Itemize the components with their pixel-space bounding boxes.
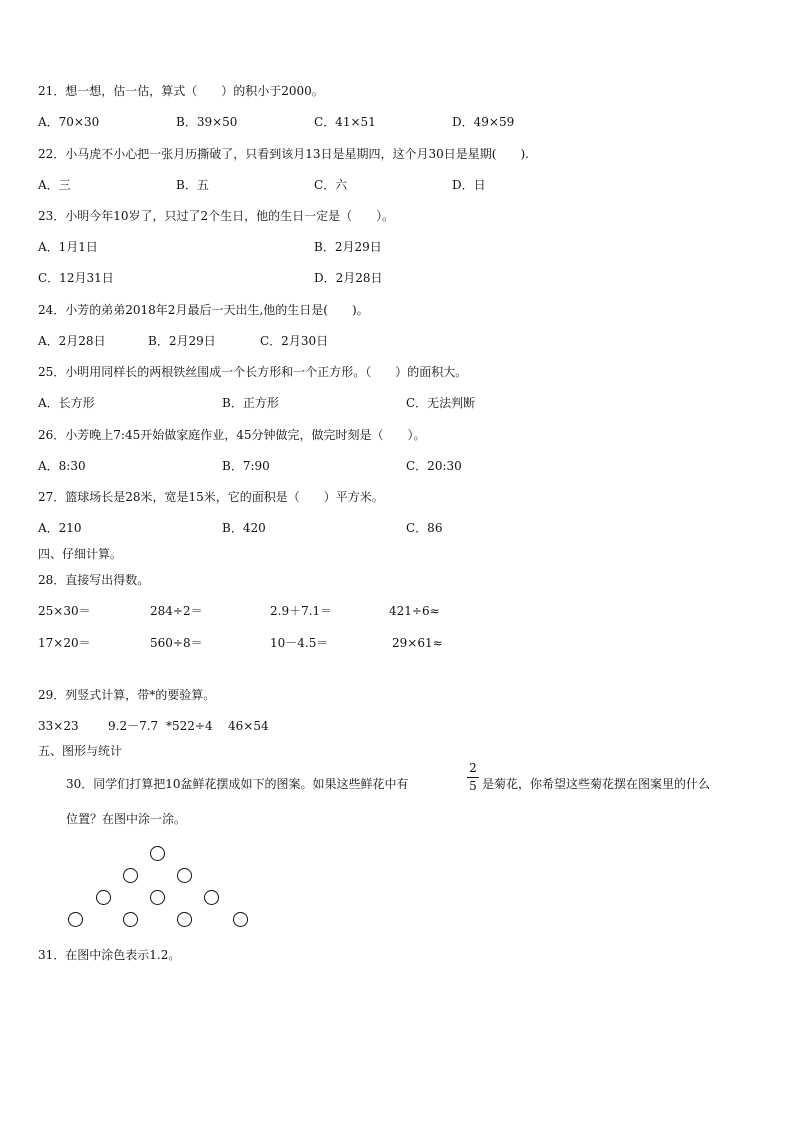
q21-option-d[interactable]: D．49×59 xyxy=(452,115,515,129)
flower-pot-1[interactable] xyxy=(150,846,165,861)
flower-pot-4[interactable] xyxy=(96,890,111,905)
flower-pot-3[interactable] xyxy=(177,868,192,883)
q22-question: 22．小马虎不小心把一张月历撕破了，只看到该月13日是星期四，这个月30日是星期( ). xyxy=(38,147,529,161)
q24-question: 24．小芳的弟弟2018年2月最后一天出生,他的生日是( )。 xyxy=(38,303,369,317)
q30-question-part2: 是菊花，你希望这些菊花摆在图案里的什么 xyxy=(482,777,711,791)
q26-option-a[interactable]: A．8:30 xyxy=(38,459,86,473)
flower-pot-2[interactable] xyxy=(123,868,138,883)
flower-pot-8[interactable] xyxy=(123,912,138,927)
q28-item-2: 284÷2＝ xyxy=(150,604,203,618)
q28-item-4: 421÷6≈ xyxy=(389,604,440,618)
q27-option-a[interactable]: A．210 xyxy=(38,521,82,535)
q23-question: 23．小明今年10岁了，只过了2个生日，他的生日一定是（ ）。 xyxy=(38,209,395,223)
q25-question: 25．小明用同样长的两根铁丝围成一个长方形和一个正方形。（ ）的面积大。 xyxy=(38,365,468,379)
q28-item-8: 29×61≈ xyxy=(392,636,443,650)
q25-option-a[interactable]: A．长方形 xyxy=(38,396,95,410)
q23-option-a[interactable]: A．1月1日 xyxy=(38,240,98,254)
q29-item-4: 46×54 xyxy=(228,719,269,733)
q30-question-part1: 30．同学们打算把10盆鲜花摆成如下的图案。如果这些鲜花中有 xyxy=(66,777,409,791)
q23-option-b[interactable]: B．2月29日 xyxy=(314,240,382,254)
q22-option-d[interactable]: D．日 xyxy=(452,178,486,192)
q28-item-3: 2.9＋7.1＝ xyxy=(270,604,333,618)
q25-option-c[interactable]: C．无法判断 xyxy=(406,396,476,410)
q29-item-2: 9.2－7.7 xyxy=(108,719,159,733)
flower-pot-9[interactable] xyxy=(177,912,192,927)
q29-item-3: *522÷4 xyxy=(166,719,213,733)
q26-option-c[interactable]: C．20:30 xyxy=(406,459,462,473)
q21-option-c[interactable]: C．41×51 xyxy=(314,115,376,129)
q27-option-b[interactable]: B．420 xyxy=(222,521,266,535)
fraction-denominator: 5 xyxy=(469,779,477,793)
q24-option-b[interactable]: B．2月29日 xyxy=(148,334,216,348)
q21-question: 21．想一想，估一估，算式（ ）的积小于2000。 xyxy=(38,84,324,98)
q25-option-b[interactable]: B．正方形 xyxy=(222,396,279,410)
flower-pot-7[interactable] xyxy=(68,912,83,927)
fraction-bar xyxy=(467,777,479,778)
q24-option-a[interactable]: A．2月28日 xyxy=(38,334,106,348)
q21-option-b[interactable]: B．39×50 xyxy=(176,115,238,129)
q29-item-1: 33×23 xyxy=(38,719,79,733)
flower-pot-6[interactable] xyxy=(204,890,219,905)
q27-question: 27．篮球场长是28米，宽是15米，它的面积是（ ）平方米。 xyxy=(38,490,384,504)
q23-option-d[interactable]: D．2月28日 xyxy=(314,271,383,285)
fraction-numerator: 2 xyxy=(469,761,477,775)
q27-option-c[interactable]: C．86 xyxy=(406,521,443,535)
section-5-heading: 五、图形与统计 xyxy=(38,744,123,758)
q22-option-a[interactable]: A．三 xyxy=(38,178,71,192)
q26-option-b[interactable]: B．7:90 xyxy=(222,459,270,473)
q22-option-c[interactable]: C．六 xyxy=(314,178,348,192)
q28-item-7: 10－4.5＝ xyxy=(270,636,329,650)
q24-option-c[interactable]: C．2月30日 xyxy=(260,334,329,348)
flower-pot-10[interactable] xyxy=(233,912,248,927)
q29-question: 29．列竖式计算，带*的要验算。 xyxy=(38,688,216,702)
q21-option-a[interactable]: A．70×30 xyxy=(38,115,100,129)
q22-option-b[interactable]: B．五 xyxy=(176,178,209,192)
flower-pot-5[interactable] xyxy=(150,890,165,905)
q30-question-line2: 位置？在图中涂一涂。 xyxy=(66,812,187,826)
q23-option-c[interactable]: C．12月31日 xyxy=(38,271,114,285)
q28-item-1: 25×30＝ xyxy=(38,604,91,618)
section-4-heading: 四、仔细计算。 xyxy=(38,547,123,561)
q28-question: 28．直接写出得数。 xyxy=(38,573,150,587)
q26-question: 26．小芳晚上7:45开始做家庭作业，45分钟做完，做完时刻是（ ）。 xyxy=(38,428,426,442)
q28-item-6: 560÷8＝ xyxy=(150,636,203,650)
q31-question: 31．在图中涂色表示1.2。 xyxy=(38,948,181,962)
q28-item-5: 17×20＝ xyxy=(38,636,91,650)
